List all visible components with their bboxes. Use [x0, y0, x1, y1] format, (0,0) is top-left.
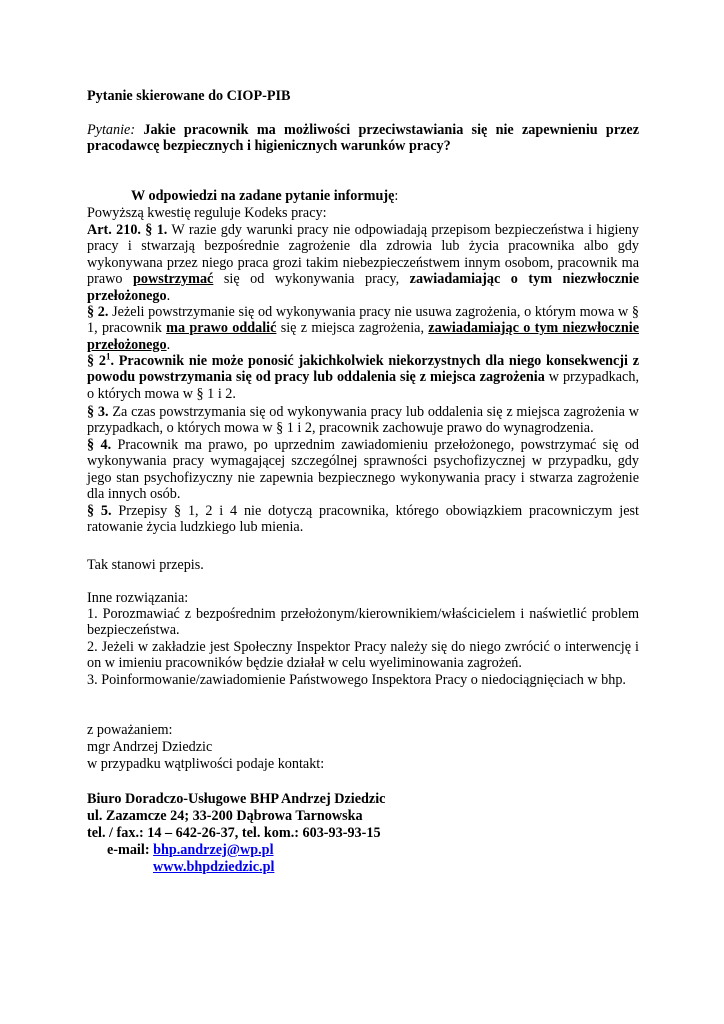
company-website-line	[87, 859, 705, 875]
solution-item-1: 1. Porozmawiać z bezpośrednim przełożonym/kierownikiem/właścicielem i naświetlić problem bezpieczeństwa.	[87, 606, 639, 639]
solution-item-2: 2. Jeżeli w zakładzie jest Społeczny Inspektor Pracy należy się do niego zwrócić o interwencję i on w imieniu pracowników będzie działał w celu wyeliminowania zagrożeń.	[87, 639, 639, 672]
email-link[interactable]: bhp.andrzej@wp.pl	[153, 842, 274, 858]
company-address: ul. Zazamcze 24; 33-200 Dąbrowa Tarnowska	[87, 808, 363, 824]
website-link[interactable]: www.bhpdziedzic.pl	[153, 859, 275, 875]
kodeks-line: Powyższą kwestię reguluje Kodeks pracy:	[87, 205, 327, 221]
email-label: e-mail:	[107, 842, 150, 858]
other-solutions-heading: Inne rozwiązania:	[87, 590, 189, 606]
signature-line: mgr Andrzej Dziedzic	[87, 739, 213, 755]
question-block	[87, 122, 639, 155]
art-210-paragraph-3: § 3. Za czas powstrzymania się od wykonywania pracy lub oddalenia się z miejsca zagrożenia w przypadkach, o których mowa w § 1 i 2, pracownik zachowuje prawo do wynagrodzenia.	[87, 404, 639, 437]
answer-intro: W odpowiedzi na zadane pytanie informuję:	[131, 188, 399, 204]
company-email-line	[87, 842, 659, 858]
company-phones: tel. / fax.: 14 – 642-26-37, tel. kom.: 603-93-93-15	[87, 825, 381, 841]
question-text: Jakie pracownik ma możliwości przeciwstawiania się nie zapewnieniu przez pracodawcę bezpiecznych i higienicznych warunków pracy?	[87, 122, 640, 155]
art-210-paragraph-2-1: § $2^1$. Pracownik nie może ponosić jakichkolwiek niekorzystnych dla niego konsekwencji z powodu powstrzymania się od pracy lub oddalenia się z miejsca zagrożenia w przypadkach, o których mowa w § 1 i 2.	[87, 351, 639, 402]
art-210-paragraph-1: Art. 210. § 1. W razie gdy warunki pracy nie odpowiadają przepisom bezpieczeństwa i higieny pracy i stwarzają bezpośrednie zagrożenie dla zdrowia lub życia pracownika albo gdy wykonywana przez niego praca grozi takim niebezpieczeństwem innym osobom, pracownik ma prawo powstrzymać się od wykonywania pracy, zawiadamiając o tym niezwłocznie przełożonego.	[87, 222, 639, 304]
solution-item-3: 3. Poinformowanie/zawiadomienie Państwowego Inspektora Pracy o niedociągnięciach w bhp.	[87, 672, 626, 688]
tak-stanowi-line: Tak stanowi przepis.	[87, 557, 204, 573]
art-210-paragraph-5: § 5. Przepisy § 1, 2 i 4 nie dotyczą pracownika, którego obowiązkiem pracowniczym jest ratowanie życia ludzkiego lub mienia.	[87, 503, 639, 536]
art-210-paragraph-2: § 2. Jeżeli powstrzymanie się od wykonywania pracy nie usuwa zagrożenia, o którym mowa w § 1, pracownik ma prawo oddalić się z miejsca zagrożenia, zawiadamiając o tym niezwłocznie przełożonego.	[87, 304, 640, 353]
document-heading: Pytanie skierowane do CIOP-PIB	[87, 88, 291, 104]
contact-intro-line: w przypadku wątpliwości podaje kontakt:	[87, 756, 325, 772]
question-label: Pytanie:	[87, 122, 136, 138]
company-name: Biuro Doradczo-Usługowe BHP Andrzej Dziedzic	[87, 791, 386, 807]
regards-line: z poważaniem:	[87, 722, 173, 738]
art-210-paragraph-4: § 4. Pracownik ma prawo, po uprzednim zawiadomieniu przełożonego, powstrzymać się od wykonywania pracy wymagającej szczególnej sprawności psychofizycznej w przypadku, gdy jego stan psychofizyczny nie zapewnia bezpiecznego wykonywania pracy i stwarza zagrożenie dla innych osób.	[87, 437, 640, 503]
